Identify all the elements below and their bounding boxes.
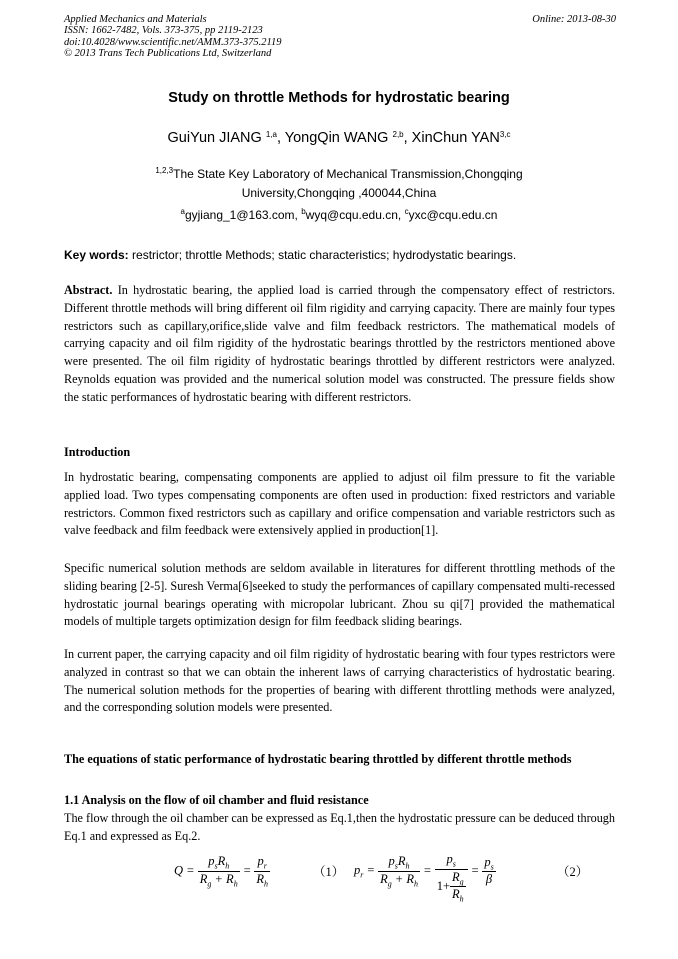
doi-line: doi:10.4028/www.scientific.net/AMM.373-375.2119 — [64, 36, 282, 48]
email-address: wyq@cqu.edu.cn, — [305, 208, 405, 222]
email-list — [0, 208, 678, 222]
email-mark: b — [301, 207, 306, 216]
author-name: , XinChun YAN — [403, 130, 500, 146]
abstract-text: In hydrostatic bearing, the applied load is carried through the compensatory effect of restrictors. Different throttle methods will bring different oil film rigidity and carrying capacity. There are mainly four types restrictors such as capillary,orifice,slide valve and film feedback restrictors. The mathematical models of carrying capacity and oil film rigidity of the hydrostatic bearings throttled by the restrictors mentioned above were presented. The oil film rigidity of hydrostatic bearings throttled by different restrictors were analyzed. Reynolds equation was provided and the numerical solution model was constructed. The pressure fields show the static performances of hydrostatic bearing with different restrictors. — [64, 283, 615, 404]
author-list — [0, 130, 678, 146]
affiliation-mark: 1,2,3 — [155, 166, 174, 175]
affiliation — [0, 165, 678, 203]
paper-title: Study on throttle Methods for hydrostatic bearing — [168, 90, 510, 106]
copyright-line: © 2013 Trans Tech Publications Ltd, Switzerland — [64, 47, 272, 59]
online-date: Online: 2013-08-30 — [532, 14, 616, 25]
equation-number: （1） — [313, 865, 345, 879]
affiliation-line: University,Chongqing ,400044,China — [241, 186, 437, 200]
abstract — [64, 282, 615, 407]
introduction-paragraph: Specific numerical solution methods are seldom available in literatures for different throttling methods of the sliding bearing [2-5]. Suresh Verma[6]seeked to study the performances of capillary compensated multi-recessed hydrostatic journal bearings operating with micropolar lubricant. Zhou su qi[7] provided the mathematical models of multiple targets optimization design for film feedback sliding bearings. — [64, 561, 615, 629]
subsection-heading: 1.1 Analysis on the flow of oil chamber and fluid resistance — [64, 793, 369, 807]
introduction-heading: Introduction — [64, 445, 131, 459]
journal-header — [64, 14, 616, 59]
equation-2: $p_r$ = $\frac{p_sR_h}{R_g + R_h}$ = $p_s$ 1+ $\frac{R_g}{R_h}$ = $\frac{p_s}{\beta}$ — [354, 852, 494, 904]
email-address: yxc@cqu.edu.cn — [408, 208, 498, 222]
author-affiliation-mark: 3,c — [499, 130, 511, 139]
keywords — [64, 248, 516, 262]
issn-line: ISSN: 1662-7482, Vols. 373-375, pp 2119-2123 — [64, 25, 263, 37]
author-affiliation-mark: 1,a — [265, 130, 277, 139]
journal-name: Applied Mechanics and Materials — [64, 14, 207, 25]
equation-block — [0, 848, 678, 910]
author-name: GuiYun JIANG — [167, 130, 266, 146]
equation-number: （2） — [557, 865, 589, 879]
keywords-label: Key words: — [64, 248, 129, 262]
section-heading: The equations of static performance of hydrostatic bearing throttled by different throttle methods — [64, 752, 572, 766]
equation-1: Q = $\frac{p_sR_h}{R_g + R_h}$ = $\frac{p_r}{R_h}$ — [174, 854, 269, 888]
author-name: , YongQin WANG — [276, 130, 393, 146]
introduction-paragraph: In hydrostatic bearing, compensating components are applied to adjust oil film pressure to fit the variable applied load. Two types compensating components are often used in production: fixed restrictors and variable restrictors. Common fixed restrictors such as capillary and orifice compensation and variable restrictors such as valve feedback and film feedback were extensively applied in production[1]. — [64, 470, 615, 538]
email-address: gyjiang_1@163.com, — [184, 208, 302, 222]
introduction-paragraph: In current paper, the carrying capacity and oil film rigidity of hydrostatic bearing with four types restrictors were analyzed in contrast so that we can obtain the inherent laws of carrying characteristics of hydrostatic bearing. The numerical solution methods for the properties of bearing with different throttling methods were analyzed, and the corresponding solution models were presented. — [64, 647, 615, 715]
keywords-text: restrictor; throttle Methods; static characteristics; hydrodystatic bearings. — [128, 248, 517, 262]
email-mark: a — [180, 207, 185, 216]
section-paragraph: The flow through the oil chamber can be expressed as Eq.1,then the hydrostatic pressure can be deduced through Eq.1 and expressed as Eq.2. — [64, 811, 615, 843]
author-affiliation-mark: 2,b — [392, 130, 404, 139]
email-mark: c — [404, 207, 409, 216]
affiliation-line: The State Key Laboratory of Mechanical Transmission,Chongqing — [173, 167, 523, 181]
abstract-label: Abstract. — [64, 283, 113, 297]
